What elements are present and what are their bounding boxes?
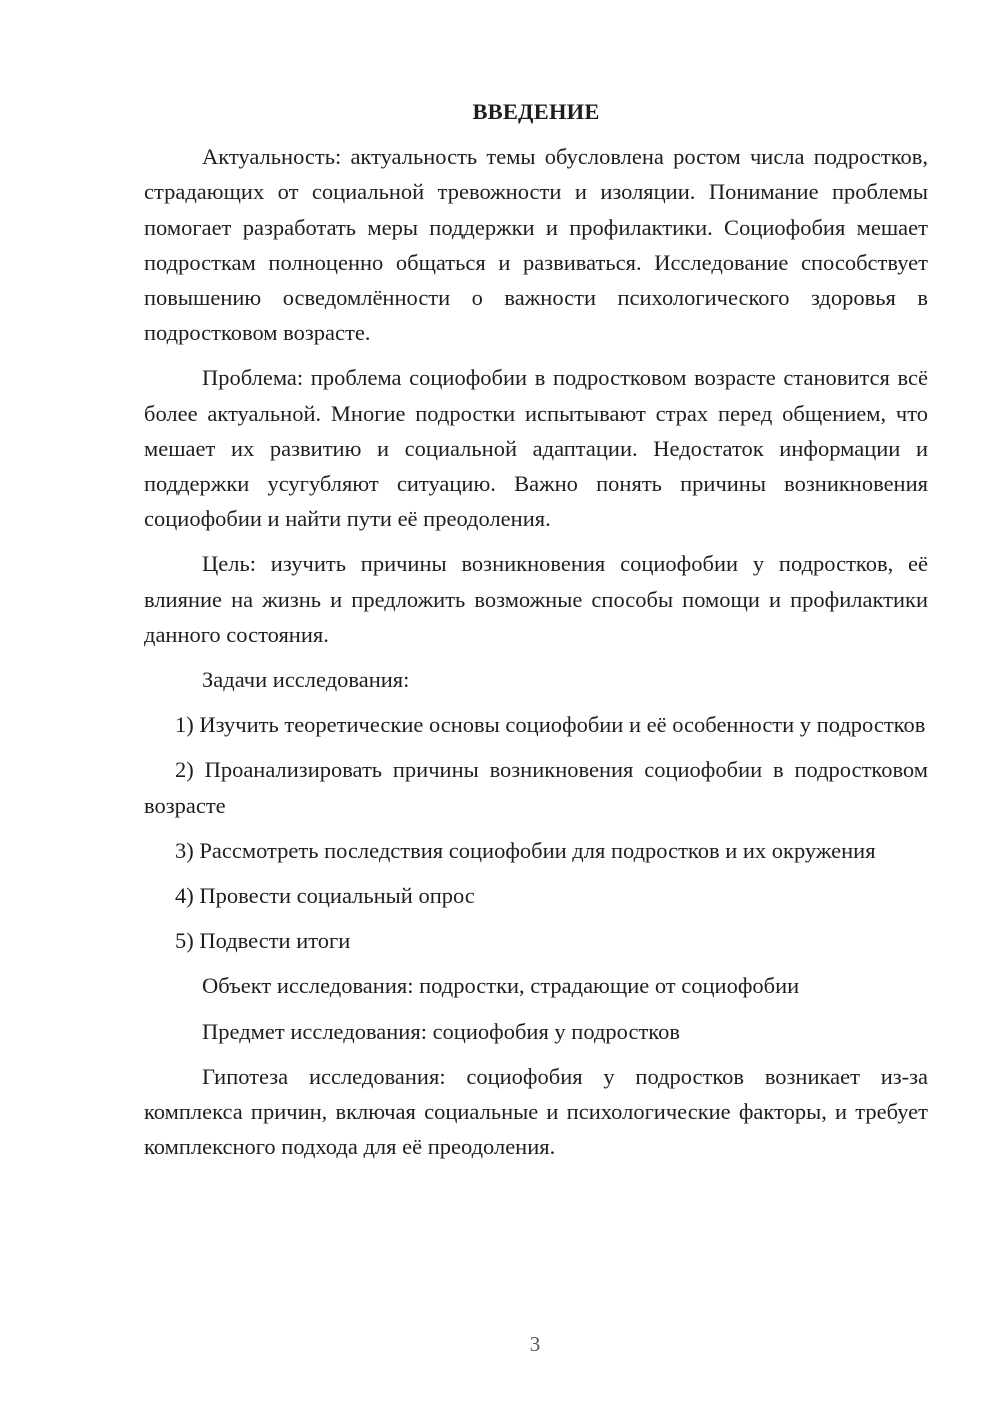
page-number: 3 <box>529 1332 541 1356</box>
document-body <box>144 94 928 1174</box>
paragraph-goal: Цель: изучить причины возникновения социофобии у подростков, её влияние на жизнь и предложить возможные способы помощи и профилактики данного состояния. <box>144 551 928 647</box>
paragraph-subject: Предмет исследования: социофобия у подростков <box>202 1018 680 1044</box>
task-item-2: 2) Проанализировать причины возникновения социофобии в подростковом возрасте <box>144 757 928 818</box>
paragraph-relevance: Актуальность: актуальность темы обусловлена ростом числа подростков, страдающих от социальной тревожности и изоляции. Понимание проблемы помогает разработать меры поддержки и профилактики. Социофобия мешает подросткам полноценно общаться и развиваться. Исследование способствует повышению осведомлённости о важности психологического здоровья в подростковом возрасте. <box>144 144 928 346</box>
task-item-1: 1) Изучить теоретические основы социофобии и её особенности у подростков <box>175 712 926 738</box>
task-item-3: 3) Рассмотреть последствия социофобии для подростков и их окружения <box>175 837 876 863</box>
task-item-4: 4) Провести социальный опрос <box>175 883 475 909</box>
task-item-5: 5) Подвести итоги <box>175 928 351 954</box>
paragraph-problem: Проблема: проблема социофобии в подростковом возрасте становится всё более актуальной. Многие подростки испытывают страх перед общением, что мешает их развитию и социальной адаптации. Недостаток информации и поддержки усугубляют ситуацию. Важно понять причины возникновения социофобии и найти пути её преодоления. <box>144 365 928 532</box>
paragraph-tasks-heading: Задачи исследования: <box>202 667 410 693</box>
paragraph-object: Объект исследования: подростки, страдающие от социофобии <box>202 973 800 999</box>
page-title: ВВЕДЕНИЕ <box>472 99 600 124</box>
paragraph-hypothesis: Гипотеза исследования: социофобия у подростков возникает из-за комплекса причин, включая социальные и психологические факторы, и требует комплексного подхода для её преодоления. <box>144 1063 928 1160</box>
